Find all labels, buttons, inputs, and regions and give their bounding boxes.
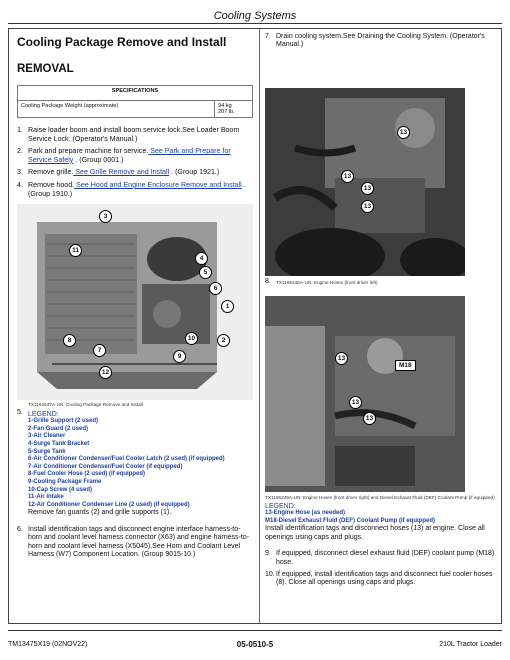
step-item — [17, 126, 253, 143]
section-subhead: REMOVAL — [17, 63, 74, 75]
cooling-package-photo — [17, 204, 253, 400]
link-park-prepare-service[interactable]: See Park and Prepare for Service Safely — [28, 147, 231, 164]
legend-item: 10-Cap Screw (4 used) — [28, 486, 93, 493]
step-item — [17, 168, 253, 177]
legend-block — [28, 409, 253, 518]
legend-item: 6-Air Conditioner Condenser/Fuel Cooler Latch (2 used) (if equipped) — [28, 456, 225, 463]
page-header — [8, 6, 502, 24]
step-text — [28, 126, 253, 143]
step-text-tail: . (Group 1921.) — [169, 168, 220, 177]
step-text — [28, 168, 253, 177]
step-text: Install identification tags and disconnect hoses (13) at engine. Close all openings using caps and plugs. — [265, 525, 485, 541]
step-number: 4. — [17, 180, 23, 189]
callout-2: 2 — [217, 334, 230, 347]
step-item — [17, 526, 253, 560]
spec-value-lb: 207 lb. — [218, 109, 235, 115]
legend-item: M18-Diesel Exhaust Fluid (DEF) Coolant Pump (if equipped) — [265, 517, 436, 524]
photo-caption: TX1192637A-UN: Cooling Package Remove and Install — [28, 402, 143, 408]
step-item — [265, 571, 497, 588]
callout-m18: M18 — [395, 360, 416, 371]
step-item — [17, 147, 253, 164]
legend-title: LEGEND: — [265, 503, 296, 511]
photo-caption: TX1195246A-UN: Engine Hoses (front driver left) — [276, 279, 378, 285]
step-text: If equipped, install identification tags and disconnect fuel cooler hoses (8). Close all openings using caps and plugs. — [276, 571, 493, 587]
callout-13: 13 — [341, 170, 354, 183]
callout-13: 13 — [361, 200, 374, 213]
left-column — [17, 33, 253, 559]
engine-hoses-right-illustration — [265, 296, 465, 492]
step-text-main: Raise loader boom and install boom service lock.See Loader Boom Service Lock. (Operator's Manual.) — [28, 126, 240, 143]
spec-heading: SPECIFICATIONS — [18, 86, 253, 101]
legend-title: LEGEND: — [28, 411, 59, 419]
photo-caption: TX1195249A-UN: Engine Hoses (front driver right) and Diesel Exhaust Fluid (DEF) Coolant Pump (if equipped) — [265, 495, 495, 501]
step-text — [28, 147, 253, 164]
step-text: Drain cooling system.See Draining the Cooling System. (Operator's Manual.) — [276, 33, 485, 49]
step-number: 10. — [265, 571, 275, 579]
step-number: 8. — [265, 277, 271, 285]
callout-4: 4 — [195, 252, 208, 265]
step-text — [28, 181, 253, 198]
callout-11: 11 — [69, 244, 82, 257]
legend-item: 11-Air Intake — [28, 494, 64, 501]
step-number: 5. — [17, 409, 23, 417]
callout-10: 10 — [185, 332, 198, 345]
step-text-tail: . (Group 0001.) — [73, 155, 124, 164]
step-number: 3. — [17, 168, 23, 177]
step-text-tail: . (Group 1910.) — [28, 180, 246, 198]
spec-value-kg: 94 kg — [218, 103, 232, 109]
legend-item: 5-Surge Tank — [28, 448, 66, 455]
callout-1: 1 — [221, 300, 234, 313]
callout-12: 12 — [99, 366, 112, 379]
step-number: 1. — [17, 126, 23, 134]
callout-6: 6 — [209, 282, 222, 295]
callout-3: 3 — [99, 210, 112, 223]
legend-item: 2-Fan Guard (2 used) — [28, 425, 89, 432]
step-text: If equipped, disconnect diesel exhaust fluid (DEF) coolant pump (M18) hose. — [276, 550, 495, 566]
step-text: Install identification tags and disconnect engine interface harness-to-horn and coolant level harness connector (X63) and engine harness-to-horn and coolant level harness (X5045).See Horn and Coolant Level Harness (W7) Component Location. (Group 9015-10.) — [28, 525, 250, 558]
callout-5: 5 — [199, 266, 212, 279]
section-title: Cooling Systems — [213, 10, 297, 22]
right-column — [265, 33, 497, 588]
engine-hoses-left-photo — [265, 88, 465, 276]
specifications-table — [17, 85, 253, 118]
legend-item: 9-Cooling Package Frame — [28, 478, 102, 485]
content-frame — [8, 28, 502, 624]
step-item — [17, 181, 253, 198]
step-number: 6. — [17, 525, 23, 533]
page-footer — [8, 630, 502, 652]
spec-label: Cooling Package Weight (approximate) — [18, 101, 215, 118]
footer-manual-id: TM13475X19 (02NOV22) — [8, 641, 88, 648]
legend-item: 1-Grille Support (2 used) — [28, 418, 99, 425]
legend-item: 13-Engine Hose (as needed) — [265, 510, 346, 517]
callout-7: 7 — [93, 344, 106, 357]
legend-item: 3-Air Cleaner — [28, 433, 66, 440]
callout-13: 13 — [361, 182, 374, 195]
callout-13: 13 — [349, 396, 362, 409]
step-item — [265, 278, 497, 286]
step-item — [265, 33, 497, 50]
step-number: 7. — [265, 33, 271, 40]
link-hood-enclosure-remove-install[interactable]: See Hood and Engine Enclosure Remove and Install — [74, 180, 242, 189]
column-divider — [259, 29, 260, 623]
callout-8: 8 — [63, 334, 76, 347]
step-number: 9. — [265, 550, 271, 558]
legend-item: 12-Air Conditioner Condenser Line (2 used) (if equipped) — [28, 501, 190, 508]
legend-item: 8-Fuel Cooler Hose (2 used) (if equipped) — [28, 471, 146, 478]
steps-list — [17, 126, 253, 198]
step-text-main: Remove grille. — [28, 168, 74, 177]
spec-values — [215, 101, 253, 118]
step-text-main: Remove hood. — [28, 180, 75, 189]
callout-9: 9 — [173, 350, 186, 363]
callout-13: 13 — [335, 352, 348, 365]
step-item — [265, 550, 497, 567]
legend-item: 7-Air Conditioner Condenser/Fuel Cooler (if equipped) — [28, 463, 183, 470]
footer-model: 210L Tractor Loader — [439, 641, 502, 648]
step-text: Remove fan guards (2) and grille supports (1). — [28, 509, 172, 517]
cooling-package-illustration — [17, 204, 253, 400]
page-title: Cooling Package Remove and Install — [17, 35, 227, 49]
engine-hoses-right-photo — [265, 296, 465, 492]
step-item — [17, 409, 253, 518]
legend-item: 4-Surge Tank Bracket — [28, 440, 90, 447]
footer-page-number: 05-0510-5 — [236, 640, 274, 649]
step-text-main: Park and prepare machine for service. — [28, 147, 149, 156]
callout-13: 13 — [397, 126, 410, 139]
callout-13: 13 — [363, 412, 376, 425]
link-grille-remove-install[interactable]: See Grille Remove and Install — [73, 168, 170, 177]
step-number: 2. — [17, 147, 23, 156]
legend-block — [265, 503, 497, 542]
